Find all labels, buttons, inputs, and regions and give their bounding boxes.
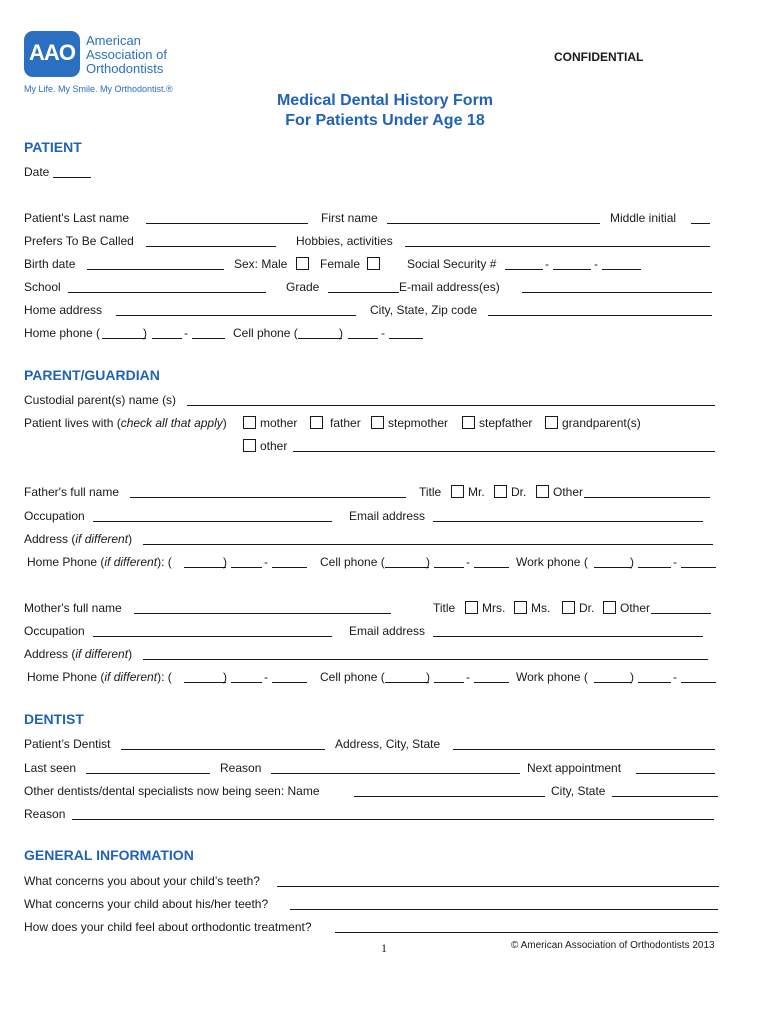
- father-name-label: Father's full name: [24, 485, 119, 499]
- mother-cell-phone-label: Cell phone (: [320, 670, 385, 684]
- father-checkbox[interactable]: [310, 416, 323, 429]
- first-name-label: First name: [321, 211, 378, 225]
- home-address-label: Home address: [24, 303, 103, 317]
- ssn-field-3[interactable]: [602, 269, 641, 270]
- other-dentists-name-field[interactable]: [354, 796, 545, 797]
- lives-with-label: Patient lives with (check all that apply): [24, 416, 227, 430]
- mother-mrs-checkbox[interactable]: [465, 601, 478, 614]
- father-mr-checkbox[interactable]: [451, 485, 464, 498]
- grade-label: Grade: [286, 280, 320, 294]
- email-field[interactable]: [522, 292, 712, 293]
- mother-title-label: Title: [433, 601, 456, 615]
- patients-dentist-label: Patient’s Dentist: [24, 737, 111, 751]
- mother-work-number-field[interactable]: [681, 682, 716, 683]
- father-occupation-label: Occupation: [24, 509, 85, 523]
- ssn-field-2[interactable]: [553, 269, 591, 270]
- date-label: Date: [24, 165, 50, 179]
- mother-cell-area-field[interactable]: [385, 682, 429, 683]
- other-field[interactable]: [293, 451, 715, 452]
- question-child-feel-label: How does your child feel about orthodontic treatment?: [24, 920, 312, 934]
- next-appointment-label: Next appointment: [527, 761, 622, 775]
- mother-ms-label: Ms.: [531, 601, 551, 615]
- father-cell-prefix-field[interactable]: [434, 567, 464, 568]
- cell-phone-area-field[interactable]: [298, 338, 342, 339]
- mother-checkbox[interactable]: [243, 416, 256, 429]
- father-address-label: Address (if different): [24, 532, 133, 546]
- hobbies-field[interactable]: [405, 246, 710, 247]
- custodial-field[interactable]: [187, 405, 715, 406]
- mother-other-label: Other: [620, 601, 651, 615]
- mother-other-checkbox[interactable]: [603, 601, 616, 614]
- custodial-label: Custodial parent(s) name (s): [24, 393, 177, 407]
- mother-dr-checkbox[interactable]: [562, 601, 575, 614]
- mother-work-area-field[interactable]: [594, 682, 632, 683]
- reason-field[interactable]: [271, 773, 520, 774]
- father-title-label: Title: [419, 485, 442, 499]
- cell-phone-number-field[interactable]: [389, 338, 423, 339]
- mother-name-field[interactable]: [134, 613, 391, 614]
- other-dentists-label: Other dentists/dental specialists now being seen: Name: [24, 784, 320, 798]
- father-mr-label: Mr.: [468, 485, 485, 499]
- stepfather-checkbox[interactable]: [462, 416, 475, 429]
- patients-dentist-field[interactable]: [121, 749, 325, 750]
- mother-dr-label: Dr.: [579, 601, 595, 615]
- mother-mrs-label: Mrs.: [482, 601, 506, 615]
- father-email-field[interactable]: [433, 521, 703, 522]
- last-seen-label: Last seen: [24, 761, 77, 775]
- copyright: © American Association of Orthodontists 2013: [511, 940, 715, 951]
- father-name-field[interactable]: [130, 497, 406, 498]
- grandparents-label: grandparent(s): [562, 416, 641, 430]
- section-patient: PATIENT: [24, 139, 82, 155]
- other-city-state-label: City, State: [551, 784, 606, 798]
- home-phone-area-field[interactable]: [102, 338, 146, 339]
- mother-home-phone-label: Home Phone (if different): (: [27, 670, 172, 684]
- grandparents-checkbox[interactable]: [545, 416, 558, 429]
- other-checkbox[interactable]: [243, 439, 256, 452]
- mother-occupation-field[interactable]: [93, 636, 332, 637]
- tagline: My Life. My Smile. My Orthodontist.®: [24, 84, 173, 94]
- org-name-line1: American: [86, 33, 141, 48]
- other-city-state-field[interactable]: [612, 796, 718, 797]
- confidential-label: CONFIDENTIAL: [554, 50, 644, 64]
- mother-home-prefix-field[interactable]: [231, 682, 262, 683]
- section-general-information: GENERAL INFORMATION: [24, 847, 194, 863]
- question-concerns-label: What concerns you about your child’s teeth?: [24, 874, 260, 888]
- home-phone-label: Home phone (: [24, 326, 101, 340]
- section-parent-guardian: PARENT/GUARDIAN: [24, 367, 160, 383]
- first-name-field[interactable]: [387, 223, 600, 224]
- org-name-line3: Orthodontists: [86, 61, 164, 76]
- school-field[interactable]: [68, 292, 266, 293]
- middle-initial-field[interactable]: [691, 223, 710, 224]
- email-label: E-mail address(es): [399, 280, 500, 294]
- sex-label: Sex: Male: [234, 257, 288, 271]
- father-address-field[interactable]: [143, 544, 713, 545]
- grade-field[interactable]: [328, 292, 399, 293]
- mother-address-label: Address (if different): [24, 647, 133, 661]
- city-state-zip-label: City, State, Zip code: [370, 303, 478, 317]
- mother-work-phone-label: Work phone (: [516, 670, 588, 684]
- last-name-label: Patient's Last name: [24, 211, 130, 225]
- father-home-prefix-field[interactable]: [231, 567, 262, 568]
- father-label: father: [330, 416, 361, 430]
- father-cell-number-field[interactable]: [474, 567, 509, 568]
- ssn-field-1[interactable]: [505, 269, 543, 270]
- father-email-label: Email address: [349, 509, 426, 523]
- mother-home-number-field[interactable]: [272, 682, 307, 683]
- home-phone-prefix-field[interactable]: [152, 338, 182, 339]
- mother-work-prefix-field[interactable]: [638, 682, 671, 683]
- last-name-field[interactable]: [146, 223, 308, 224]
- mother-name-label: Mother's full name: [24, 601, 122, 615]
- father-work-prefix-field[interactable]: [638, 567, 671, 568]
- father-work-number-field[interactable]: [681, 567, 716, 568]
- father-occupation-field[interactable]: [93, 521, 332, 522]
- stepmother-label: stepmother: [388, 416, 449, 430]
- aao-logo: [24, 31, 80, 77]
- stepmother-checkbox[interactable]: [371, 416, 384, 429]
- father-cell-area-field[interactable]: [385, 567, 429, 568]
- section-dentist: DENTIST: [24, 711, 84, 727]
- mother-email-label: Email address: [349, 624, 426, 638]
- date-field[interactable]: [53, 177, 91, 178]
- cell-phone-label: Cell phone (: [233, 326, 298, 340]
- father-other-checkbox[interactable]: [536, 485, 549, 498]
- father-work-phone-label: Work phone (: [516, 555, 588, 569]
- mother-occupation-label: Occupation: [24, 624, 85, 638]
- home-address-field[interactable]: [116, 315, 356, 316]
- school-label: School: [24, 280, 61, 294]
- mother-label: mother: [260, 416, 298, 430]
- father-home-phone-label: Home Phone (if different): (: [27, 555, 172, 569]
- mother-home-area-field[interactable]: [184, 682, 226, 683]
- reason-label: Reason: [220, 761, 262, 775]
- father-work-area-field[interactable]: [594, 567, 632, 568]
- female-label: Female: [320, 257, 361, 271]
- form-subtitle: For Patients Under Age 18: [285, 112, 485, 129]
- page-number: 1: [381, 941, 387, 955]
- hobbies-label: Hobbies, activities: [296, 234, 393, 248]
- male-checkbox[interactable]: [296, 257, 309, 270]
- stepfather-label: stepfather: [479, 416, 533, 430]
- ssn-label: Social Security #: [407, 257, 497, 271]
- question-child-feel-field[interactable]: [335, 932, 718, 933]
- question-child-concerns-field[interactable]: [290, 909, 718, 910]
- form-title: Medical Dental History Form: [276, 92, 494, 109]
- question-concerns-field[interactable]: [277, 886, 719, 887]
- prefers-label: Prefers To Be Called: [24, 234, 134, 248]
- other-reason-field[interactable]: [72, 819, 714, 820]
- mother-cell-number-field[interactable]: [474, 682, 509, 683]
- middle-initial-label: Middle initial: [610, 211, 677, 225]
- question-child-concerns-label: What concerns your child about his/her teeth?: [24, 897, 269, 911]
- prefers-field[interactable]: [146, 246, 276, 247]
- mother-email-field[interactable]: [433, 636, 703, 637]
- mother-address-field[interactable]: [143, 659, 708, 660]
- other-label: other: [260, 439, 288, 453]
- father-home-number-field[interactable]: [272, 567, 307, 568]
- father-other-label: Other: [553, 485, 584, 499]
- other-reason-label: Reason: [24, 807, 66, 821]
- father-dr-checkbox[interactable]: [494, 485, 507, 498]
- city-state-zip-field[interactable]: [488, 315, 712, 316]
- mother-cell-prefix-field[interactable]: [434, 682, 464, 683]
- father-dr-label: Dr.: [511, 485, 527, 499]
- mother-other-field[interactable]: [651, 613, 711, 614]
- next-appointment-field[interactable]: [636, 773, 715, 774]
- father-home-area-field[interactable]: [184, 567, 226, 568]
- org-name-line2: Association of: [86, 47, 167, 62]
- father-other-field[interactable]: [584, 497, 710, 498]
- birth-date-field[interactable]: [87, 269, 224, 270]
- female-checkbox[interactable]: [367, 257, 380, 270]
- logo-text: AAO: [29, 40, 75, 65]
- birth-date-label: Birth date: [24, 257, 76, 271]
- home-phone-number-field[interactable]: [192, 338, 225, 339]
- cell-phone-prefix-field[interactable]: [348, 338, 378, 339]
- dentist-address-field[interactable]: [453, 749, 715, 750]
- dentist-address-label: Address, City, State: [335, 737, 441, 751]
- mother-ms-checkbox[interactable]: [514, 601, 527, 614]
- last-seen-field[interactable]: [86, 773, 210, 774]
- father-cell-phone-label: Cell phone (: [320, 555, 385, 569]
